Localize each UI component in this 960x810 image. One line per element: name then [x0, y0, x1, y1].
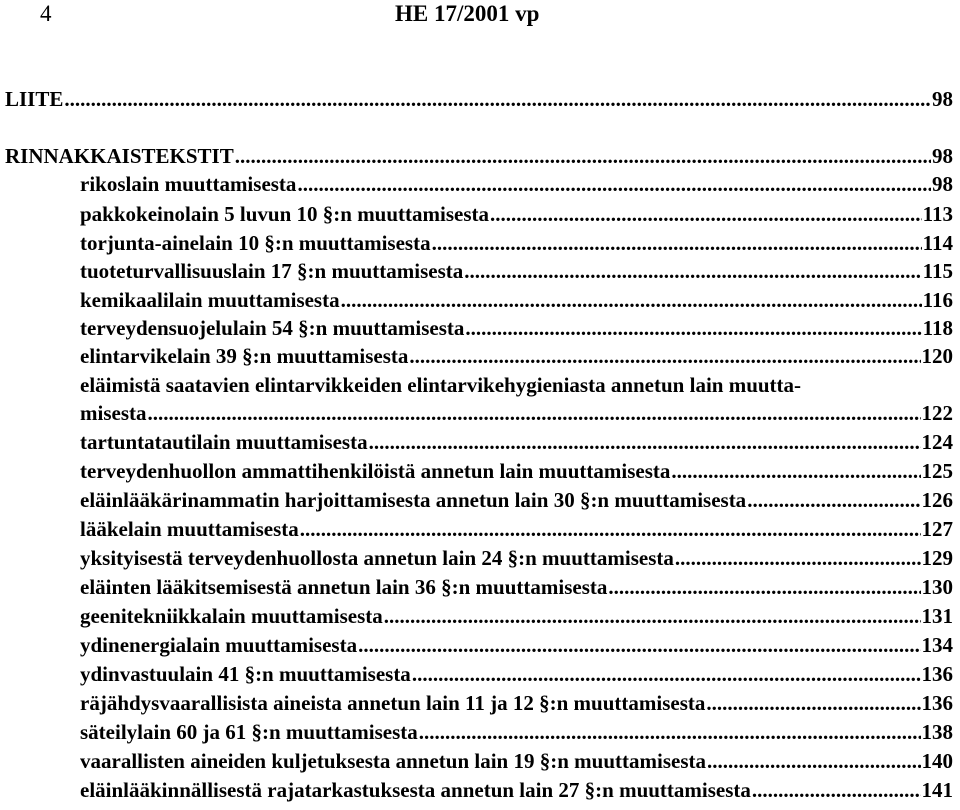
- toc-entry-label: geenitekniikkalain muuttamisesta: [80, 604, 383, 628]
- document-id: HE 17/2001 vp: [395, 1, 540, 26]
- dot-leader: [675, 545, 921, 571]
- toc-entry-page: 134: [921, 633, 953, 657]
- toc-entry[interactable]: [80, 748, 953, 774]
- dot-leader: [300, 516, 921, 542]
- toc-entry[interactable]: [80, 287, 953, 313]
- dot-leader: [465, 315, 921, 341]
- toc-entry[interactable]: [80, 545, 953, 571]
- toc-entry-label: eläinten lääkitsemisestä annetun lain 36 §:n muuttamisesta: [80, 575, 608, 599]
- toc-entry-label: ydinenergialain muuttamisesta: [80, 633, 358, 657]
- toc-entry-page: 113: [922, 202, 953, 226]
- toc-entry-label: eläinlääkärinammatin harjoittamisesta annetun lain 30 §:n muuttamisesta: [80, 488, 747, 512]
- toc-entry-label: vaarallisten aineiden kuljetuksesta annetun lain 19 §:n muuttamisesta: [80, 749, 706, 773]
- dot-leader: [64, 86, 931, 112]
- toc-entry[interactable]: [80, 258, 953, 284]
- toc-entry-page: 136: [921, 691, 953, 715]
- toc-entry-page: 116: [922, 288, 953, 312]
- dot-leader: [412, 661, 921, 687]
- dot-leader: [671, 458, 920, 484]
- dot-leader: [464, 258, 921, 284]
- dot-leader: [235, 143, 931, 169]
- toc-entry-page: 125: [921, 459, 953, 483]
- toc-entry-label: RINNAKKAISTEKSTIT: [5, 144, 234, 168]
- toc-entry-label: pakkokeinolain 5 luvun 10 §:n muuttamisesta: [80, 202, 490, 226]
- toc-entry[interactable]: [80, 429, 953, 455]
- dot-leader: [432, 230, 922, 256]
- toc-entry-label: säteilylain 60 ja 61 §:n muuttamisesta: [80, 720, 418, 744]
- dot-leader: [148, 400, 921, 426]
- toc-entry-page: 136: [921, 662, 953, 686]
- page-header: [0, 0, 960, 36]
- toc-entry[interactable]: [80, 400, 953, 426]
- toc-entry-label: elintarvikelain 39 §:n muuttamisesta: [80, 344, 409, 368]
- toc-entry-label: ydinvastuulain 41 §:n muuttamisesta: [80, 662, 411, 686]
- toc-entry[interactable]: [80, 661, 953, 687]
- toc-entry-page: 98: [932, 87, 953, 111]
- toc-entry-label: yksityisestä terveydenhuollosta annetun lain 24 §:n muuttamisesta: [80, 546, 674, 570]
- toc-entry[interactable]: [80, 632, 953, 658]
- toc-entry-page: 138: [921, 720, 953, 744]
- toc-entry-rinnakkaistekstit[interactable]: [5, 143, 953, 169]
- toc-entry-label: räjähdysvaarallisista aineista annetun lain 11 ja 12 §:n muuttamisesta: [80, 691, 706, 715]
- toc-entry-label: tuoteturvallisuuslain 17 §:n muuttamisesta: [80, 259, 464, 283]
- toc-entry-page: 115: [922, 259, 953, 283]
- toc-entry-label: tartuntatautilain muuttamisesta: [80, 430, 368, 454]
- dot-leader: [707, 748, 921, 774]
- toc-entry[interactable]: [80, 690, 953, 716]
- dot-leader: [752, 777, 921, 803]
- dot-leader: [341, 287, 922, 313]
- toc-entry-page: 120: [921, 344, 953, 368]
- toc-entry-page: 129: [921, 546, 953, 570]
- toc-entry[interactable]: [80, 777, 953, 803]
- toc-entry-liite[interactable]: [5, 86, 953, 112]
- dot-leader: [384, 603, 921, 629]
- toc-entry-page: 131: [921, 604, 953, 628]
- toc-entry-page: 127: [921, 517, 953, 541]
- toc-entry-first-line[interactable]: eläimistä saatavien elintarvikkeiden elintarvikehygieniasta annetun lain muutta-: [80, 373, 802, 397]
- toc-entry-label: terveydenhuollon ammattihenkilöistä annetun lain muuttamisesta: [80, 459, 671, 483]
- toc-entry-page: 141: [921, 778, 953, 802]
- dot-leader: [297, 171, 931, 197]
- toc-entry-label: kemikaalilain muuttamisesta: [80, 288, 340, 312]
- toc-entry[interactable]: [80, 315, 953, 341]
- dot-leader: [706, 690, 920, 716]
- toc-entry-label: lääkelain muuttamisesta: [80, 517, 299, 541]
- toc-entry-label: LIITE: [5, 87, 64, 111]
- toc-entry-page: 124: [921, 430, 953, 454]
- toc-entry[interactable]: [80, 343, 953, 369]
- toc-entry-page: 126: [921, 488, 953, 512]
- toc-entry-page: 140: [921, 749, 953, 773]
- toc-entry-page: 122: [921, 401, 953, 425]
- toc-entry[interactable]: [80, 201, 953, 227]
- toc-entry[interactable]: [80, 603, 953, 629]
- toc-entry-page: 98: [932, 172, 953, 196]
- toc-entry[interactable]: [80, 574, 953, 600]
- dot-leader: [419, 719, 921, 745]
- toc-entry-label: misesta: [80, 401, 147, 425]
- toc-entry-label: terveydensuojelulain 54 §:n muuttamisesta: [80, 316, 465, 340]
- toc-entry[interactable]: [80, 719, 953, 745]
- toc-entry-label: torjunta-ainelain 10 §:n muuttamisesta: [80, 231, 431, 255]
- dot-leader: [490, 201, 922, 227]
- dot-leader: [369, 429, 921, 455]
- dot-leader: [608, 574, 920, 600]
- toc-entry-label: rikoslain muuttamisesta: [80, 172, 297, 196]
- dot-leader: [358, 632, 920, 658]
- toc-entry[interactable]: [80, 230, 953, 256]
- toc-entry[interactable]: [80, 171, 953, 197]
- toc-entry[interactable]: [80, 487, 953, 513]
- toc-entry-label: eläinlääkinnällisestä rajatarkastuksesta annetun lain 27 §:n muuttamisesta: [80, 778, 751, 802]
- dot-leader: [747, 487, 920, 513]
- page-number: 4: [40, 1, 52, 26]
- toc-entry-page: 130: [921, 575, 953, 599]
- toc-entry[interactable]: [80, 516, 953, 542]
- toc-entry-page: 114: [922, 231, 953, 255]
- toc-entry-page: 98: [932, 144, 953, 168]
- dot-leader: [409, 343, 920, 369]
- toc-entry[interactable]: [80, 458, 953, 484]
- toc-entry-page: 118: [922, 316, 953, 340]
